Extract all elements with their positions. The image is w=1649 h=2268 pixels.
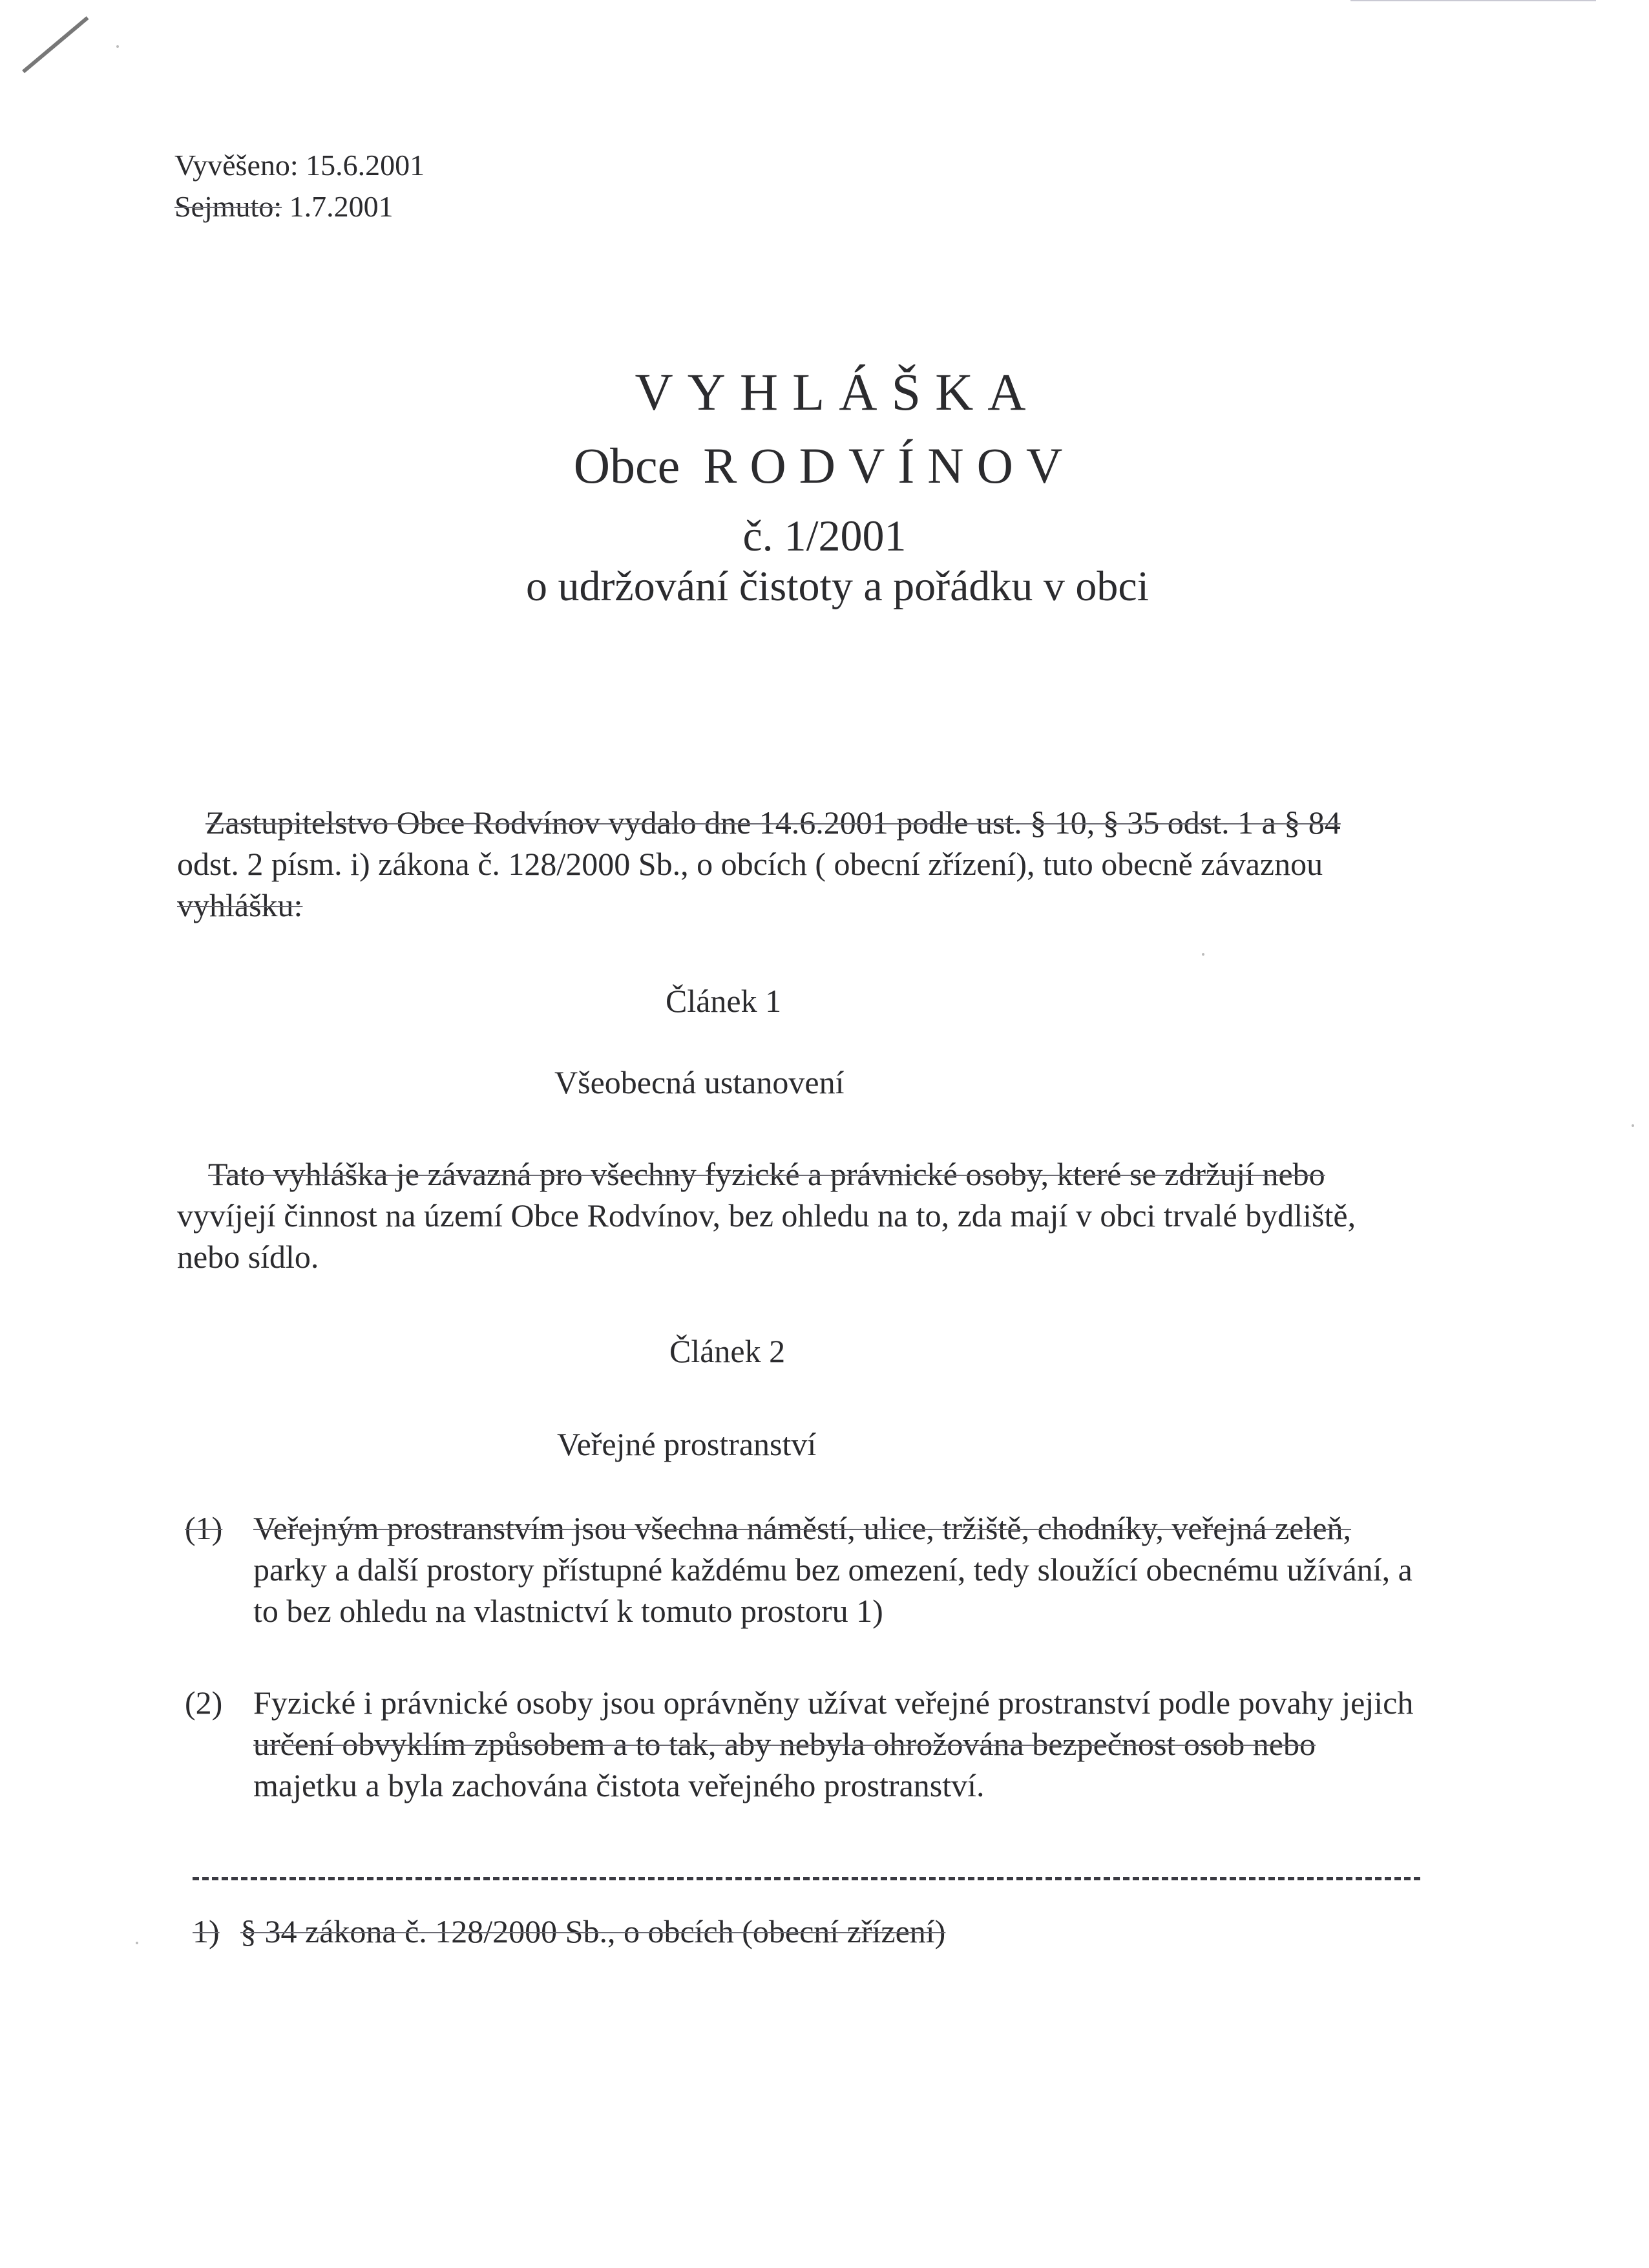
footnote-text: § 34 zákona č. 128/2000 Sb., o obcích (obecní zřízení) [240, 1913, 946, 1949]
scan-speck [1632, 1124, 1634, 1127]
posted-date: 15.6.2001 [306, 149, 425, 182]
paragraph-1-line: parky a další prostory přístupné každému bez omezení, tedy sloužící obecnému užívání, a [253, 1551, 1413, 1588]
intro-line: vyhlášku: [177, 887, 303, 923]
article-2-heading: Článek 2 [669, 1333, 786, 1369]
paragraph-2-number: (2) [185, 1685, 223, 1721]
article-1-heading: Článek 1 [666, 983, 782, 1019]
posted-label: Vyvěšeno: [174, 149, 299, 182]
ordinance-number: č. 1/2001 [742, 511, 907, 560]
footnote-separator [193, 1877, 1420, 1880]
article-1-line: vyvíjejí činnost na území Obce Rodvínov, bez ohledu na to, zda mají v obci trvalé bydliště, [177, 1197, 1356, 1234]
article-1-line: nebo sídlo. [177, 1239, 319, 1275]
footnote-number: 1) [193, 1913, 220, 1949]
paragraph-2-line: určení obvyklím způsobem a to tak, aby nebyla ohrožována bezpečnost osob nebo [253, 1726, 1316, 1762]
paragraph-1-number: (1) [185, 1510, 223, 1546]
posted-line [174, 147, 425, 184]
pen-stroke-mark [22, 16, 89, 73]
article-2-subheading: Veřejné prostranství [557, 1426, 817, 1462]
municipality-title [0, 437, 1649, 495]
removed-date: 1.7.2001 [289, 190, 394, 223]
scan-speck [116, 45, 119, 48]
scan-edge-line [1350, 0, 1596, 1]
paragraph-2-line: Fyzické i právnické osoby jsou oprávněny užívat veřejné prostranství podle povahy jejich [253, 1685, 1414, 1721]
paragraph-1-line: Veřejným prostranstvím jsou všechna náměstí, ulice, tržiště, chodníky, veřejná zeleň, [253, 1510, 1352, 1546]
paragraph-2-line: majetku a byla zachována čistota veřejného prostranství. [253, 1767, 985, 1803]
paragraph-1-line: to bez ohledu na vlastnictví k tomuto prostoru 1) [253, 1593, 883, 1629]
removed-label: Sejmuto: [174, 190, 282, 223]
removed-line [174, 189, 394, 225]
intro-line: odst. 2 písm. i) zákona č. 128/2000 Sb., o obcích ( obecní zřízení), tuto obecně závaznou [177, 846, 1323, 882]
municipality-name: RODVÍNOV [703, 437, 1076, 494]
ordinance-subject: o udržování čistoty a pořádku v obci [525, 563, 1150, 610]
scan-speck [1202, 953, 1204, 956]
scan-speck [136, 1942, 138, 1944]
obce-word: Obce [573, 437, 680, 494]
article-1-subheading: Všeobecná ustanovení [554, 1064, 845, 1100]
article-1-line: Tato vyhláška je závazná pro všechny fyzické a právnické osoby, které se zdržují nebo [208, 1156, 1325, 1192]
document-type-title: VYHLÁŠKA [635, 362, 1040, 421]
intro-line: Zastupitelstvo Obce Rodvínov vydalo dne 14.6.2001 podle ust. § 10, § 35 odst. 1 a § 84 [205, 804, 1341, 841]
